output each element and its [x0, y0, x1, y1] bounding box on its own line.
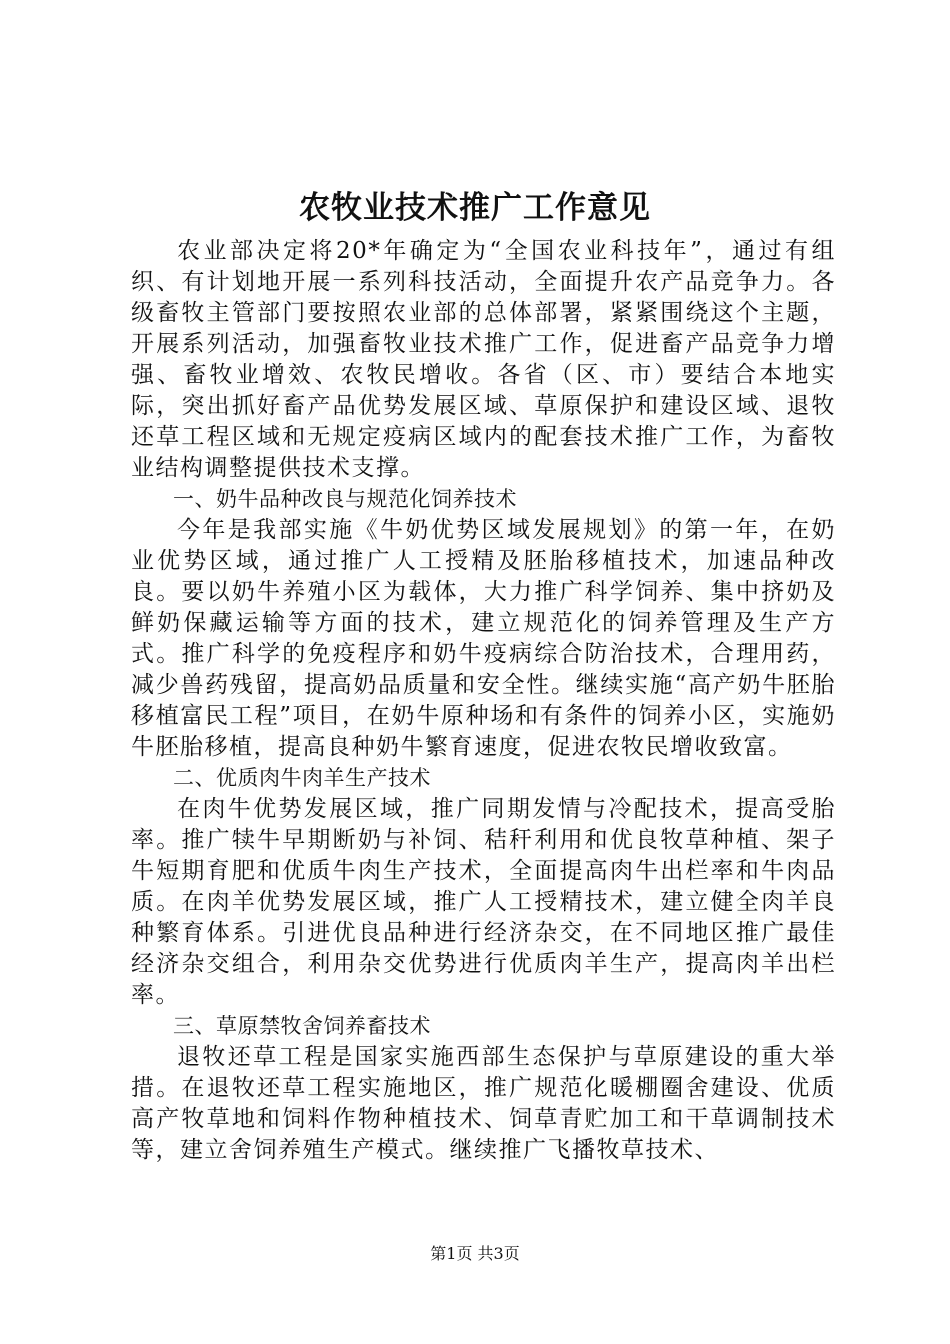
intro-paragraph: 农业部决定将20*年确定为“全国农业科技年”，通过有组织、有计划地开展一系列科技活动，全面提升农产品竞争力。各级畜牧主管部门要按照农业部的总体部署，紧紧围绕这个主题，开展系列活动，加强畜牧业技术推广工作，促进畜产品竞争力增强、畜牧业增效、农牧民增收。各省（区、市）要结合本地实际，突出抓好畜产品优势发展区域、草原保护和建设区域、退牧还草工程区域和无规定疫病区域内的配套技术推广工作，为畜牧业结构调整提供技术支撑。: [131, 238, 836, 481]
section-heading-2: 二、优质肉牛肉羊生产技术: [173, 766, 431, 790]
section-heading-1: 一、奶牛品种改良与规范化饲养技术: [173, 487, 517, 511]
page-title: 农牧业技术推广工作意见: [299, 190, 651, 226]
section-paragraph-1: 今年是我部实施《牛奶优势区域发展规划》的第一年，在奶业优势区域，通过推广人工授精及胚胎移植技术，加速品种改良。要以奶牛养殖小区为载体，大力推广科学饲养、集中挤奶及鲜奶保藏运输等方面的技术，建立规范化的饲养管理及生产方式。推广科学的免疫程序和奶牛疫病综合防治技术，合理用药，减少兽药残留，提高奶品质量和安全性。继续实施“高产奶牛胚胎移植富民工程”项目，在奶牛原种场和有条件的饲养小区，实施奶牛胚胎移植，提高良种奶牛繁育速度，促进农牧民增收致富。: [131, 517, 836, 760]
section-paragraph-2: 在肉牛优势发展区域，推广同期发情与冷配技术，提高受胎率。推广犊牛早期断奶与补饲、秸秆利用和优良牧草种植、架子牛短期育肥和优质牛肉生产技术，全面提高肉牛出栏率和牛肉品质。在肉羊优势发展区域，推广人工授精技术，建立健全肉羊良种繁育体系。引进优良品种进行经济杂交，在不同地区推广最佳经济杂交组合，利用杂交优势进行优质肉羊生产，提高肉羊出栏率。: [131, 796, 836, 1008]
page-footer: 第1页 共3页: [430, 1244, 520, 1263]
section-heading-3: 三、草原禁牧舍饲养畜技术: [173, 1014, 431, 1038]
section-paragraph-3: 退牧还草工程是国家实施西部生态保护与草原建设的重大举措。在退牧还草工程实施地区，推广规范化暖棚圈舍建设、优质高产牧草地和饲料作物种植技术、饲草青贮加工和干草调制技术等，建立舍饲养殖生产模式。继续推广飞播牧草技术、: [131, 1044, 836, 1163]
document-body: [131, 236, 836, 1166]
